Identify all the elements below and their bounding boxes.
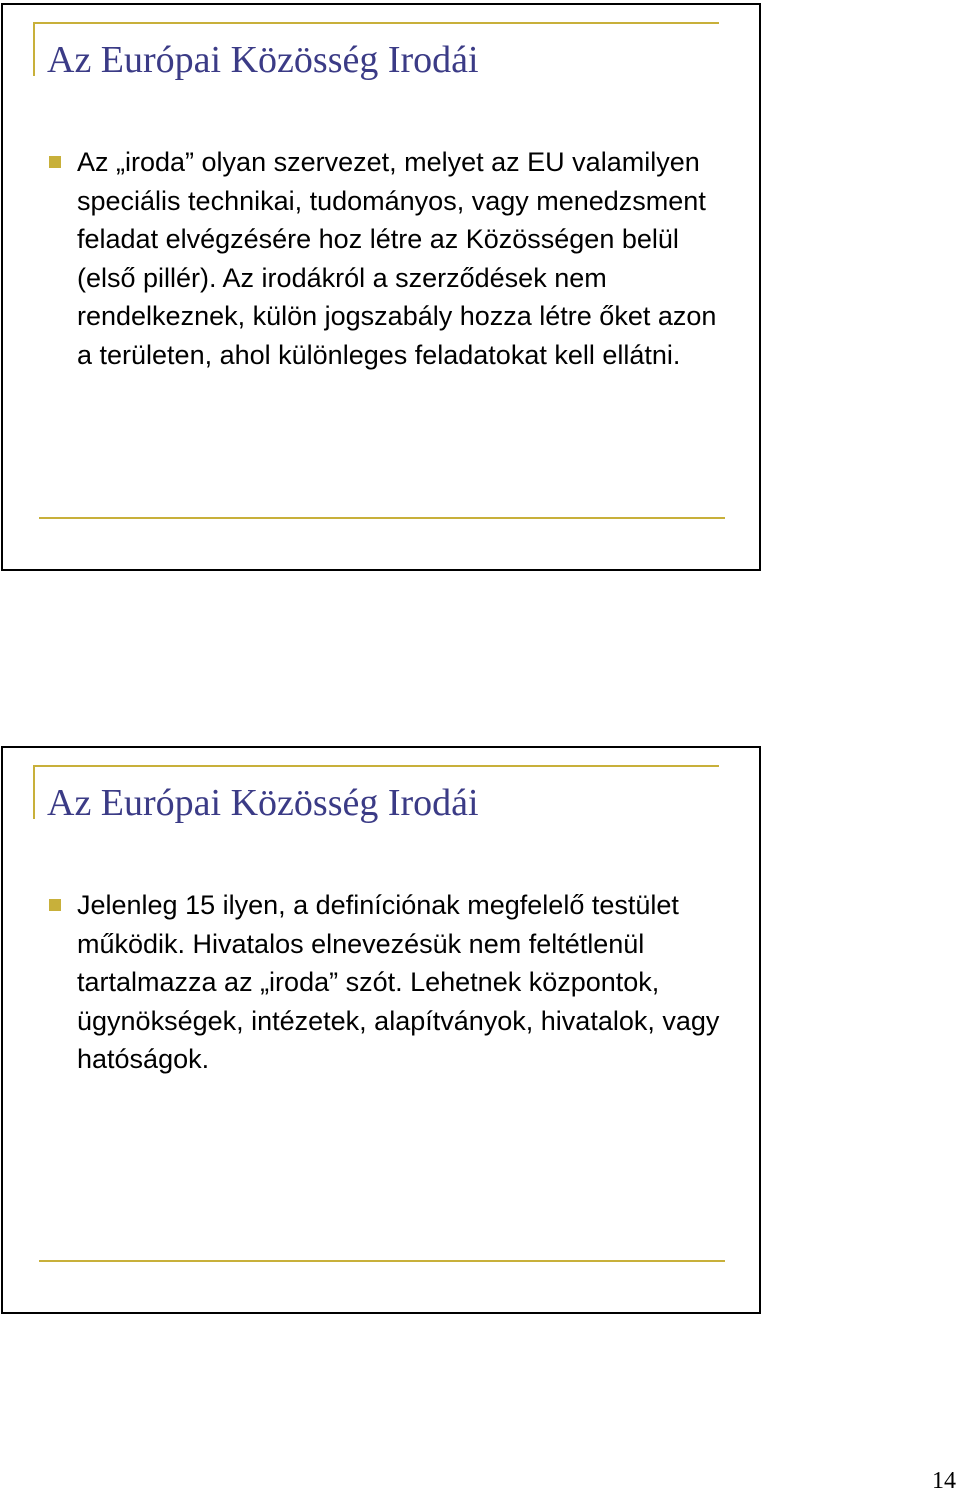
title-rule-tick <box>33 765 35 819</box>
footer-rule <box>39 517 725 519</box>
title-rule <box>33 765 719 767</box>
slide-title: Az Európai Közösség Irodái <box>47 782 479 824</box>
slide-2 <box>1 746 761 1314</box>
bullet-item <box>47 886 737 1079</box>
bullet-list <box>47 143 737 374</box>
bullet-item <box>47 143 737 374</box>
bullet-list <box>47 886 737 1079</box>
square-bullet-icon <box>49 899 61 911</box>
slide-1 <box>1 3 761 571</box>
footer-rule <box>39 1260 725 1262</box>
bullet-text: Jelenleg 15 ilyen, a definíciónak megfelelő testület működik. Hivatalos elnevezésük nem feltétlenül tartalmazza az „iroda” szót. Lehetnek központok, ügynökségek, intézetek, alapítványok, hivatalok, vagy hatóságok. <box>77 890 720 1074</box>
bullet-text: Az „iroda” olyan szervezet, melyet az EU valamilyen speciális technikai, tudományos, vagy menedzsment feladat elvégzésére hoz létre az Közösségen belül (első pillér). Az irodákról a szerződések nem rendelkeznek, külön jogszabály hozza létre őket azon a területen, ahol különleges feladatokat kell ellátni. <box>77 147 717 370</box>
title-rule <box>33 22 719 24</box>
square-bullet-icon <box>49 156 61 168</box>
title-rule-tick <box>33 22 35 76</box>
page-number: 14 <box>932 1468 956 1494</box>
slide-title: Az Európai Közösség Irodái <box>47 39 479 81</box>
